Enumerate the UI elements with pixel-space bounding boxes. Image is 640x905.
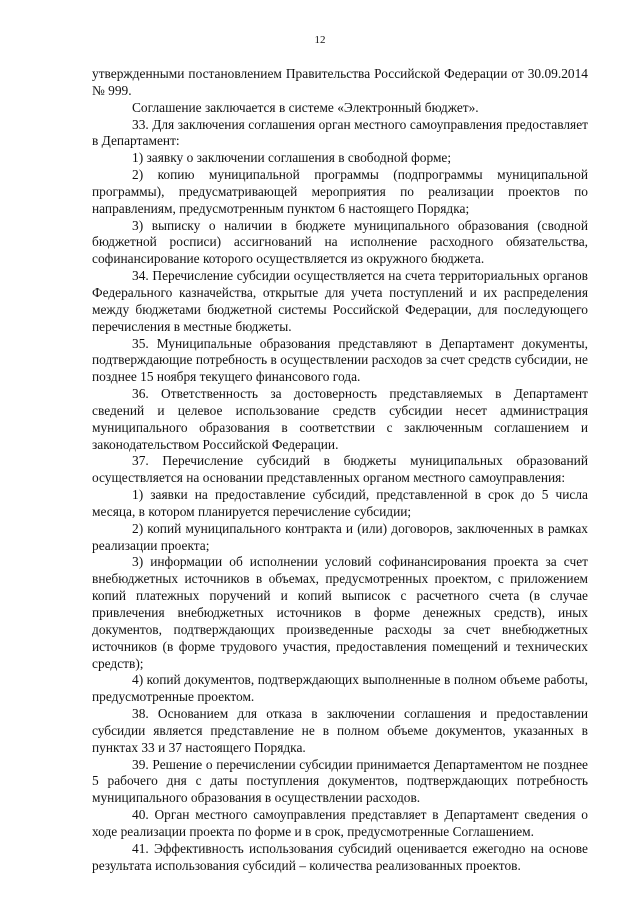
paragraph-41: 41. Эффективность использования субсидий оценивается ежегодно на основе результата использования субсидий – количества реализованных проектов. xyxy=(92,840,588,873)
paragraph-35: 35. Муниципальные образования представляют в Департамент документы, подтверждающие потребность в осуществлении расходов за счет средств субсидии, не позднее 15 ноября текущего финансового года. xyxy=(92,335,588,385)
document-body xyxy=(92,66,588,875)
paragraph-33: 33. Для заключения соглашения орган местного самоуправления предоставляет в Департамент: xyxy=(92,116,588,149)
paragraph-36: 36. Ответственность за достоверность представляемых в Департамент сведений и целевое использование средств субсидии несет администрация муниципального образования в соответствии с заключенным соглашением и законодательством Российской Федерации. xyxy=(92,386,588,452)
paragraph-agreement-system: Соглашение заключается в системе «Электронный бюджет». xyxy=(132,99,479,115)
paragraph-37-item-2: 2) копий муниципального контракта и (или) договоров, заключенных в рамках реализации проекта; xyxy=(92,520,588,553)
paragraph-39: 39. Решение о перечислении субсидии принимается Департаментом не позднее 5 рабочего дня с даты поступления документов, подтверждающих потребность муниципального образования в осуществлении расходов. xyxy=(92,756,588,806)
paragraph-33-item-3: 3) выписку о наличии в бюджете муниципального образования (сводной бюджетной росписи) ассигнований на исполнение расходного обязательства, софинансирование которого осуществляется из окружного бюджета. xyxy=(92,217,588,267)
paragraph-37-item-1: 1) заявки на предоставление субсидий, представленной в срок до 5 числа месяца, в котором планируется перечисление субсидии; xyxy=(92,487,588,519)
paragraph-33-item-1: 1) заявку о заключении соглашения в свободной форме; xyxy=(132,150,452,166)
paragraph-40: 40. Орган местного самоуправления представляет в Департамент сведения о ходе реализации проекта по форме и в срок, предусмотренные Соглашением. xyxy=(92,807,588,839)
paragraph-34: 34. Перечисление субсидии осуществляется на счета территориальных органов Федерального казначейства, открытые для учета поступлений и их распределения между бюджетами бюджетной системы Российской Федерации, для последующего перечисления в местные бюджеты. xyxy=(92,268,588,334)
paragraph-38: 38. Основанием для отказа в заключении соглашения и предоставлении субсидии является представление не в полном объеме документов, указанных в пунктах 33 и 37 настоящего Порядка. xyxy=(92,706,588,755)
paragraph-37: 37. Перечисление субсидий в бюджеты муниципальных образований осуществляется на основании представленных органом местного самоуправления: xyxy=(92,453,588,486)
paragraph-continuation: утвержденными постановлением Правительства Российской Федерации от 30.09.2014 № 999. xyxy=(92,66,588,98)
paragraph-37-item-3: 3) информации об исполнении условий софинансирования проекта за счет внебюджетных источников в объемах, предусмотренных проектом, с приложением копий платежных поручений и копий выписок с расчетного счета (в случае привлечения внебюджетных источников в форме денежных средств), иных документов, подтверждающих произведенные расходы за счет внебюджетных источников (в форме трудового участия, предоставления помещений и технических средств); xyxy=(92,554,588,671)
page-number: 12 xyxy=(314,34,326,46)
paragraph-37-item-4: 4) копий документов, подтверждающих выполненные в полном объеме работы, предусмотренные проектом. xyxy=(92,672,588,705)
paragraph-33-item-2: 2) копию муниципальной программы (подпрограммы муниципальной программы), предусматривающей мероприятия по реализации проектов по направлениям, предусмотренным пунктом 6 настоящего Порядка; xyxy=(92,167,588,216)
